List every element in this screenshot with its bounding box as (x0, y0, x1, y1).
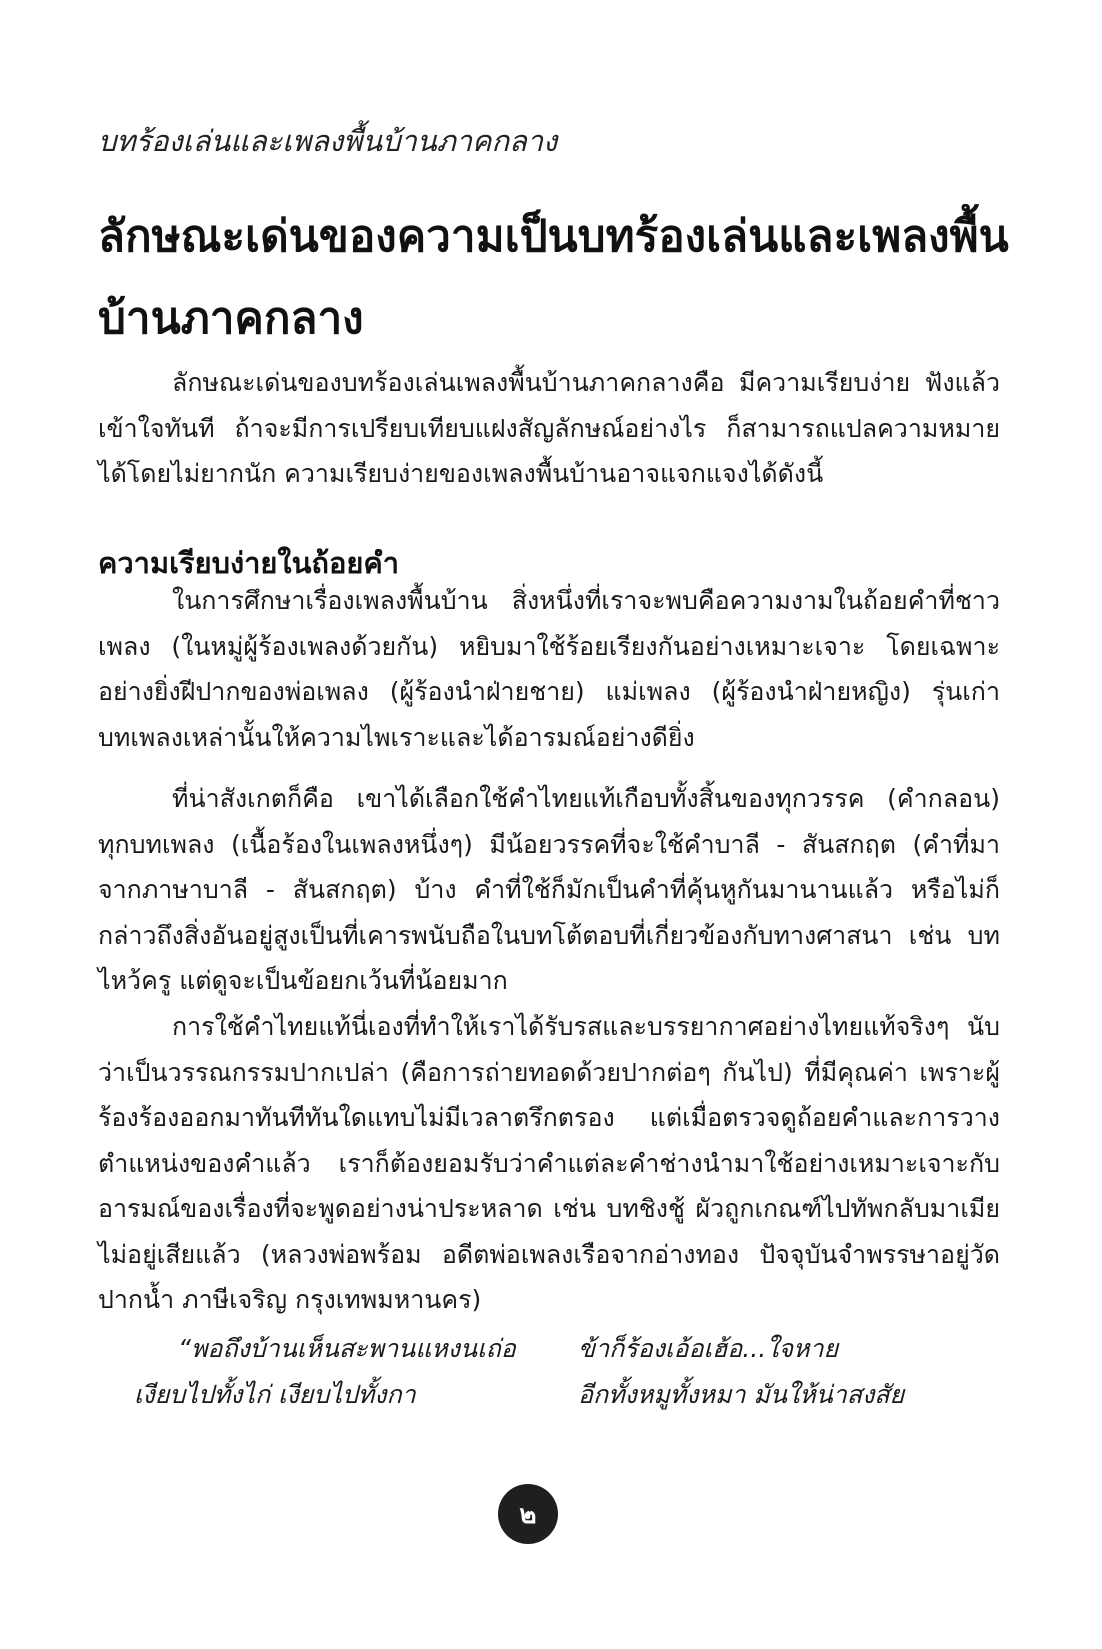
page-title: ลักษณะเด่นของความเป็นบทร้องเล่นและเพลงพื้นบ้านภาคกลาง (98, 211, 1009, 344)
verse-line-second-half: ข้าก็ร้องเอ้อเฮ้อ...ใจหาย (578, 1334, 839, 1363)
verse-line (98, 1326, 1000, 1372)
running-header: บทร้องเล่นและเพลงพื้นบ้านภาคกลาง (98, 124, 558, 158)
intro-paragraph: ลักษณะเด่นของบทร้องเล่นเพลงพื้นบ้านภาคกลางคือ มีความเรียบง่าย ฟังแล้วเข้าใจทันที ถ้าจะมีการเปรียบเทียบแฝงสัญลักษณ์อย่างไร ก็สามารถแปลความหมายได้โดยไม่ยากนัก ความเรียบง่ายของเพลงพื้นบ้านอาจแจกแจงได้ดังนี้ (98, 368, 1000, 488)
body-paragraph-1: ในการศึกษาเรื่องเพลงพื้นบ้าน สิ่งหนึ่งที่เราจะพบคือความงามในถ้อยคำที่ชาวเพลง (ในหมู่ผู้ร้องเพลงด้วยกัน) หยิบมาใช้ร้อยเรียงกันอย่างเหมาะเจาะ โดยเฉพาะอย่างยิ่งฝีปากของพ่อเพลง (ผู้ร้องนำฝ่ายชาย) แม่เพลง (ผู้ร้องนำฝ่ายหญิง) รุ่นเก่าบทเพลงเหล่านั้นให้ความไพเราะและได้อารมณ์อย่างดียิ่ง (98, 586, 1000, 752)
verse-line-second-half: อีกทั้งหมูทั้งหมา มันให้น่าสงสัย (578, 1380, 905, 1409)
verse-line (98, 1372, 1000, 1418)
page-number-badge: ๒ (498, 1484, 558, 1544)
section-heading: ความเรียบง่ายในถ้อยคำ (98, 546, 400, 580)
verse-line-first-half: เงียบไปทั้งไก่ เงียบไปทั้งกา (134, 1380, 416, 1409)
verse-line-first-half: “พอถึงบ้านเห็นสะพานแหงนเถ่อ (178, 1334, 516, 1363)
verse-block (98, 1326, 1000, 1418)
body-paragraph-3: การใช้คำไทยแท้นี่เองที่ทำให้เราได้รับรสและบรรยากาศอย่างไทยแท้จริงๆ นับว่าเป็นวรรณกรรมปากเปล่า (คือการถ่ายทอดด้วยปากต่อๆ กันไป) ที่มีคุณค่า เพราะผู้ร้องร้องออกมาทันทีทันใดแทบไม่มีเวลาตรึกตรอง แต่เมื่อตรวจดูถ้อยคำและการวางตำแหน่งของคำแล้ว เราก็ต้องยอมรับว่าคำแต่ละคำช่างนำมาใช้อย่างเหมาะเจาะกับอารมณ์ของเรื่องที่จะพูดอย่างน่าประหลาด เช่น บทชิงชู้ ผัวถูกเกณฑ์ไปทัพกลับมาเมียไม่อยู่เสียแล้ว (หลวงพ่อพร้อม อดีตพ่อเพลงเรือจากอ่างทอง ปัจจุบันจำพรรษาอยู่วัดปากน้ำ ภาษีเจริญ กรุงเทพมหานคร) (98, 1012, 1000, 1314)
body-paragraph-2: ที่น่าสังเกตก็คือ เขาได้เลือกใช้คำไทยแท้เกือบทั้งสิ้นของทุกวรรค (คำกลอน) ทุกบทเพลง (เนื้อร้องในเพลงหนึ่งๆ) มีน้อยวรรคที่จะใช้คำบาลี - สันสกฤต (คำที่มาจากภาษาบาลี - สันสกฤต) บ้าง คำที่ใช้ก็มักเป็นคำที่คุ้นหูกันมานานแล้ว หรือไม่ก็กล่าวถึงสิ่งอันอยู่สูงเป็นที่เคารพนับถือในบทโต้ตอบที่เกี่ยวข้องกับทางศาสนา เช่น บทไหว้ครู แต่ดูจะเป็นข้อยกเว้นที่น้อยมาก (98, 784, 1000, 995)
